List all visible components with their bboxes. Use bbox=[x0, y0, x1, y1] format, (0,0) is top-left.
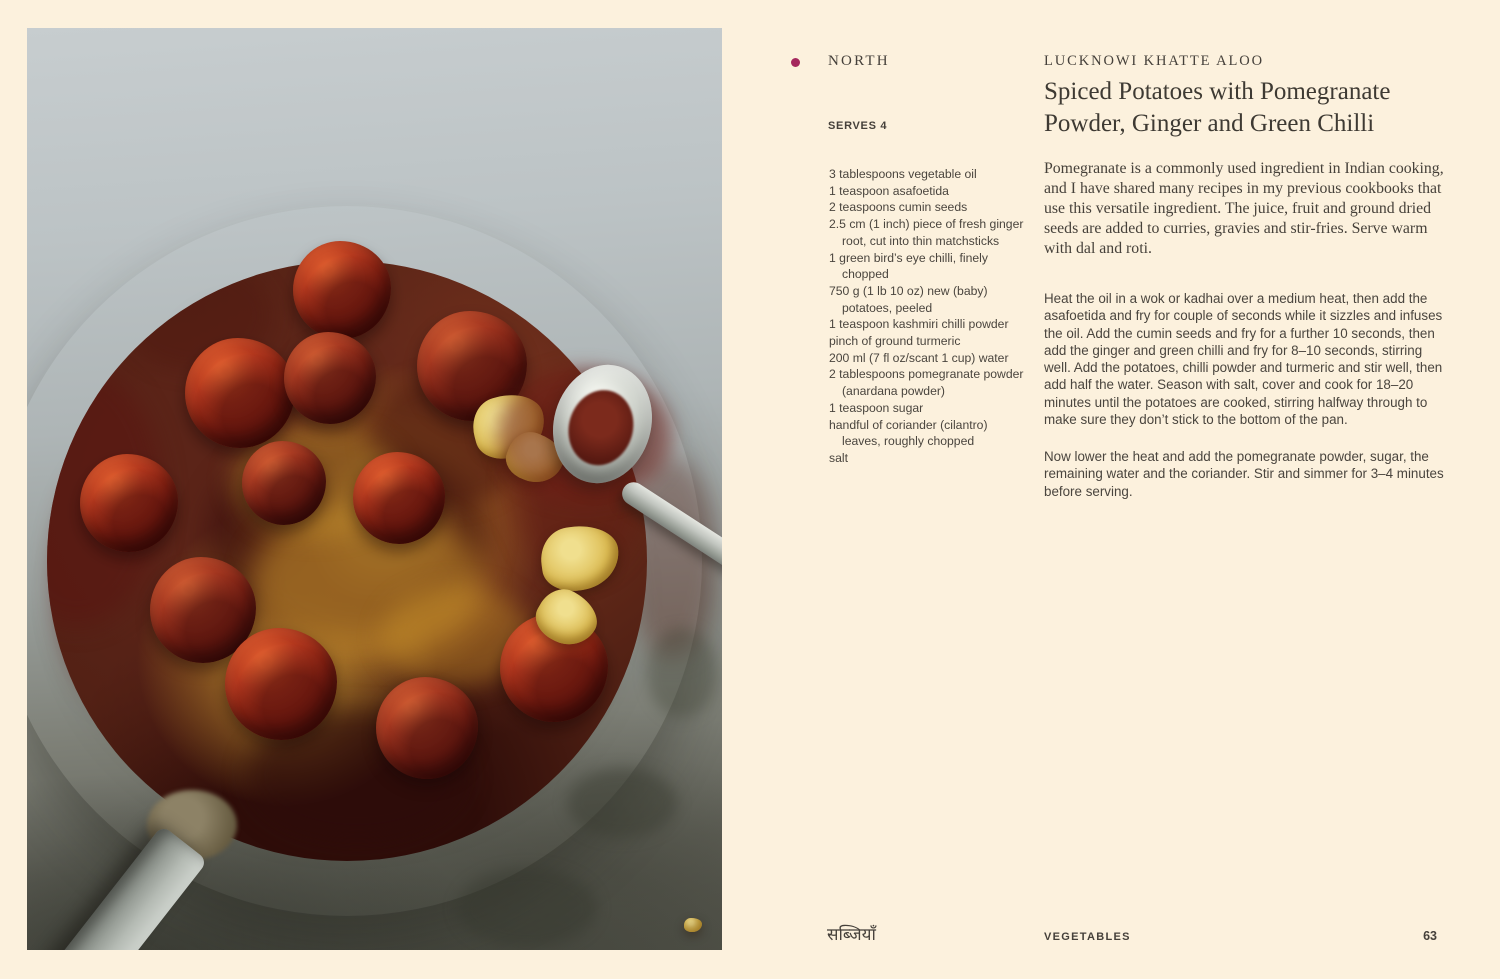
ingredient-item: 1 teaspoon asafoetida bbox=[829, 183, 949, 198]
title-line-2: Powder, Ginger and Green Chilli bbox=[1044, 109, 1375, 137]
potato-shape bbox=[284, 332, 376, 424]
recipe-step: Now lower the heat and add the pomegranate powder, sugar, the remaining water and the coriander. Stir and simmer for 3–4 minutes before serving. bbox=[1044, 449, 1444, 499]
ingredient-item: pinch of ground turmeric bbox=[829, 334, 961, 349]
concrete-speck bbox=[567, 768, 677, 838]
ingredient-item: salt bbox=[829, 450, 848, 465]
potato-shape bbox=[80, 454, 178, 552]
potato-shape bbox=[225, 628, 337, 740]
region-bullet-icon bbox=[791, 58, 800, 67]
recipe-intro: Pomegranate is a commonly used ingredient in Indian cooking, and I have shared many recipes in my previous cookbooks that use this versatile ingredient. The juice, fruit and ground dried seeds are added to curries, gravies and stir-fries. Serve warm with dal and roti. bbox=[1044, 160, 1444, 257]
ingredient-item: 2 teaspoons cumin seeds bbox=[829, 200, 968, 215]
recipe-step: Heat the oil in a wok or kadhai over a medium heat, then add the asafoetida and fry for couple of seconds while it sizzles and infuses the oil. Add the cumin seeds and fry for a further 10 seconds, then add the ginger and green chilli and fry for 8–10 seconds, stirring well. Add the potatoes, chilli powder and turmeric and stir well, then add half the water. Season with salt, cover and cook for 18–20 minutes until the potatoes are cooked, stirring halfway through to make sure they don’t stick to the bottom of the pan. bbox=[1044, 291, 1443, 428]
crushed-potato-shape bbox=[684, 918, 702, 932]
potato-shape bbox=[185, 338, 295, 448]
ingredients-list bbox=[829, 166, 1029, 467]
footer-section-label: VEGETABLES bbox=[1044, 931, 1131, 943]
ingredient-item: 3 tablespoons vegetable oil bbox=[829, 167, 977, 181]
recipe-kicker: LUCKNOWI KHATTE ALOO bbox=[1044, 53, 1265, 69]
serves-label: SERVES 4 bbox=[828, 120, 888, 132]
ingredient-item: 1 teaspoon sugar bbox=[829, 400, 924, 415]
region-label: NORTH bbox=[828, 53, 890, 69]
ingredient-item: 200 ml (7 fl oz/scant 1 cup) water bbox=[829, 350, 1009, 365]
potato-shape bbox=[293, 241, 391, 339]
spoon-residue bbox=[560, 382, 642, 473]
potato-shape bbox=[376, 677, 478, 779]
ingredient-item: 2 tablespoons pomegranate powder (anardana powder) bbox=[829, 367, 1024, 399]
concrete-speck bbox=[457, 868, 597, 948]
footer-hindi-label: सब्जियाँ bbox=[827, 925, 876, 944]
ingredient-item: handful of coriander (cilantro) leaves, roughly chopped bbox=[829, 417, 988, 449]
potato-shape bbox=[353, 452, 445, 544]
recipe-title bbox=[1044, 76, 1474, 139]
ingredient-item: 1 green bird’s eye chilli, finely chopped bbox=[829, 250, 988, 282]
page-number: 63 bbox=[1423, 929, 1437, 943]
concrete-speck bbox=[647, 628, 717, 718]
ingredient-item: 750 g (1 lb 10 oz) new (baby) potatoes, peeled bbox=[829, 283, 988, 315]
potato-shape bbox=[242, 441, 326, 525]
ingredient-item: 1 teaspoon kashmiri chilli powder bbox=[829, 317, 1009, 332]
ingredient-item: 2.5 cm (1 inch) piece of fresh ginger root, cut into thin matchsticks bbox=[829, 217, 1024, 248]
title-line-1: Spiced Potatoes with Pomegranate bbox=[1044, 78, 1391, 105]
recipe-photo bbox=[27, 28, 722, 950]
